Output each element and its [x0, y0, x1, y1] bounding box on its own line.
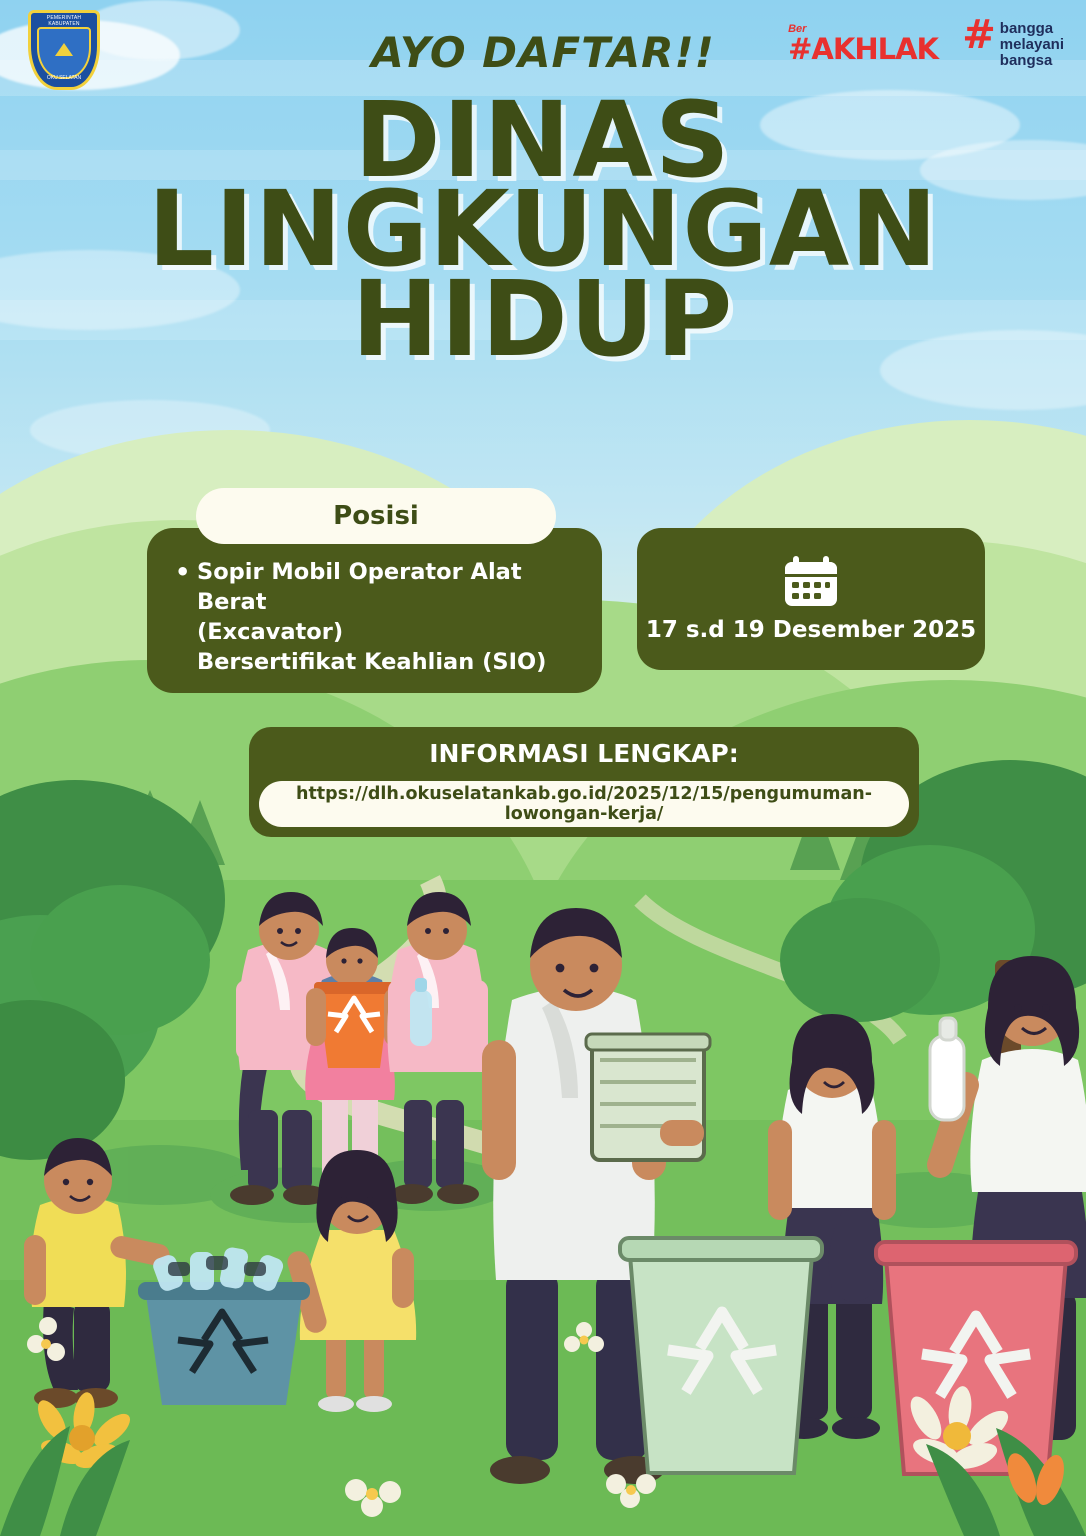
seal-bottom-text: OKU SELATAN [46, 75, 82, 81]
posisi-list [171, 558, 578, 678]
recycling-bin-green [620, 1238, 822, 1473]
seal-top-text: PEMERINTAH KABUPATEN [46, 15, 82, 27]
recycling-bin-blue [138, 1246, 310, 1405]
bangga-line-1: bangga [999, 20, 1054, 37]
info-url-text: https://dlh.okuselatankab.go.id/2025/12/15/pengumuman-lowongan-kerja/ [295, 784, 872, 824]
posisi-line-2: (Excavator) [197, 618, 344, 645]
akhlak-top-label: Ber [788, 23, 807, 35]
date-card [637, 528, 985, 670]
page-title [0, 79, 1086, 380]
kicker-text: AYO DAFTAR!! [371, 28, 715, 77]
posisi-heading-label: Posisi [333, 501, 419, 531]
posisi-line-3: Bersertifikat Keahlian (SIO) [197, 648, 547, 675]
hash-icon: # [962, 12, 996, 58]
list-item [171, 558, 578, 678]
date-text: 17 s.d 19 Desember 2025 [645, 617, 977, 643]
info-title: INFORMASI LENGKAP: [429, 739, 739, 768]
tree-mid-right [780, 898, 940, 1022]
posisi-card [147, 528, 602, 693]
info-url-pill[interactable] [259, 781, 909, 827]
calendar-icon [782, 555, 840, 609]
bangga-line-3: bangsa [999, 51, 1053, 69]
posisi-line-1: Sopir Mobil Operator Alat Berat [197, 559, 522, 615]
posisi-heading-pill [196, 488, 556, 544]
title-line-2: LINGKUNGAN [147, 168, 939, 291]
title-line-1: DINAS [354, 79, 732, 201]
title-line-3: HIDUP [351, 257, 735, 380]
bangga-line-2: melayani [999, 35, 1064, 53]
akhlak-main-label: #AKHLAK [788, 32, 938, 66]
info-card [249, 727, 919, 837]
